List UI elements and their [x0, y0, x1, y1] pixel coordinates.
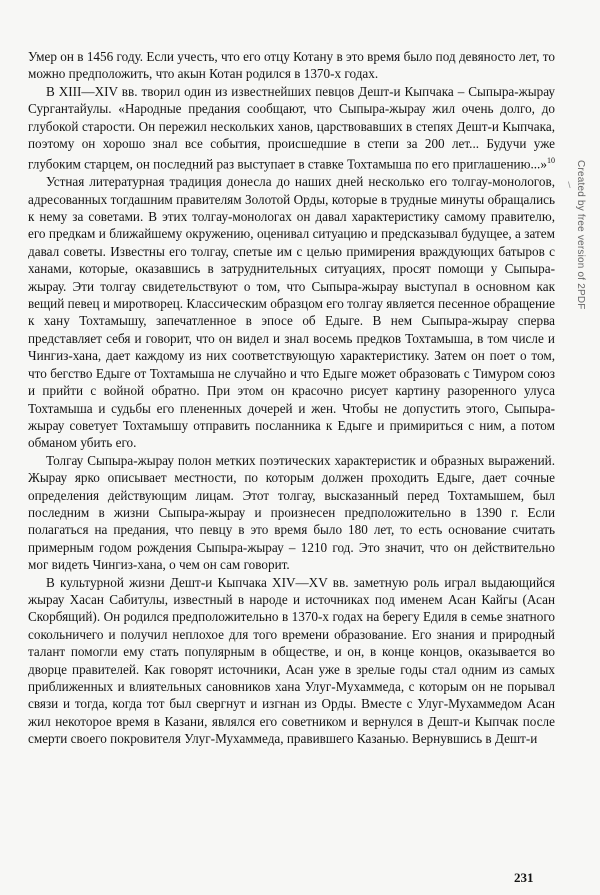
paragraph-5-text: В культурной жизни Дешт-и Кыпчака XIV—XV вв. заметную роль играл выдающийся жырау Хасан Сабитулы, известный в народе и источниках под именем Асан Кайгы (Асан Скорбящий). Он родился предположительно в 1370-х годах на берегу Едиля в семье знатного сокольничего и получил неплохое для того времени образование. Его знания и природный талант помогли ему стать популярным в обществе, и он, в конце концов, оказывается во дворце правителей. Как говорят источники, Асан уже в зрелые годы стал одним из самых приближенных и влиятельных сановников хана Улуг-Мухаммеда, с которым он не порывал связи и тогда, когда тот был свергнут и изгнан из Орды. Вместе с Улуг-Мухаммедом Асан жил некоторое время в Казани, являлся его советником и вернулся в Дешт-и Кыпчак после смерти своего покровителя Улуг-Мухаммеда, правившего Казанью. Вернувшись в Дешт-и — [28, 574, 555, 747]
paragraph-3 — [28, 173, 555, 452]
paragraph-5 — [28, 574, 555, 748]
margin-mark: \ — [568, 180, 571, 190]
pdf-watermark: Created by free version of 2PDF — [575, 160, 586, 310]
page-number: 231 — [514, 870, 534, 885]
footnote-marker: 10 — [546, 156, 555, 166]
paragraph-3-text: Устная литературная традиция донесла до наших дней несколько его толгау-монологов, адресованных тогдашним правителям Золотой Орды, которые в трудные минуты обращались к нему за советами. В этих толгау-монологах он давал характеристику самому правителю, его предкам и ближайшему окружению, оценивал ситуацию и предсказывал будущее, а затем давал советы. Известны его толгау, спетые им с целью примирения враждующих батыров с ханами, которые, оказавшись в затруднительных ситуациях, просят помощи у Сыпыра-жырау. Эти толгау свидетельствуют о том, что Сыпыра-жырау выступал в основном как вещий певец и миротворец. Классическим образцом его толгау является песенное обращение к хану Тохтамышу, запечатленное в эпосе об Едыге. В нем Сыпыра-жырау сперва представляет себя и говорит, что он видел и знал восемь предков Тохтамыша, в том числе и Чингиз-хана, дает каждому из них соответствующую характеристику. Затем он поет о том, что бегство Едыге от Тохтамыша не случайно и что Едыге может образовать с Тимуром союз и прийти с войной обратно. При этом он красочно рисует картину разоренного улуса Тохтамыша и судьбы его плененных дочерей и жен. Чтобы не допустить этого, Сыпыра-жырау советует Тохтамышу отправить посланника к Едыге и примириться с ним, а потом обманом убить его. — [28, 174, 555, 451]
paragraph-2-text: В XIII—XIV вв. творил один из известнейших певцов Дешт-и Кыпчака – Сыпыра-жырау Сургантайулы. «Народные предания сообщают, что Сыпыра-жырау жил очень долго, до глубокой старости. Он пережил нескольких ханов, царствовавших в степях Дешт-и Кыпчака, поэтому он хорошо знал все события, происшедшие в степи за 200 лет... Будучи уже глубоким старцем, он последний раз выступает в ставке Тохтамыша по его приглашению...» — [28, 83, 555, 172]
paragraph-2 — [28, 83, 555, 173]
paragraph-1-text: Умер он в 1456 году. Если учесть, что его отцу Котану в это время было под девяносто лет, то можно предположить, что акын Котан родился в 1370-х годах. — [28, 49, 555, 82]
paragraph-1 — [28, 48, 555, 83]
paragraph-4-text: Толгау Сыпыра-жырау полон метких поэтических характеристик и образных выражений. Жырау ярко описывает местности, по которым должен проходить Едыге, дает сочные определения действующим лицам. Этот толгау, высказанный перед Тохтамышем, был последним в жизни Сыпыра-жырау и произнесен предположительно в 1390 г. Если полагаться на предания, что певцу в это время было 180 лет, то есть основание считать примерным годом рождения Сыпыра-жырау – 1210 год. Это значит, что он действительно мог видеть Чингиз-хана, о чем он сам говорит. — [28, 452, 555, 573]
page-body-text — [28, 48, 555, 748]
paragraph-4 — [28, 452, 555, 574]
